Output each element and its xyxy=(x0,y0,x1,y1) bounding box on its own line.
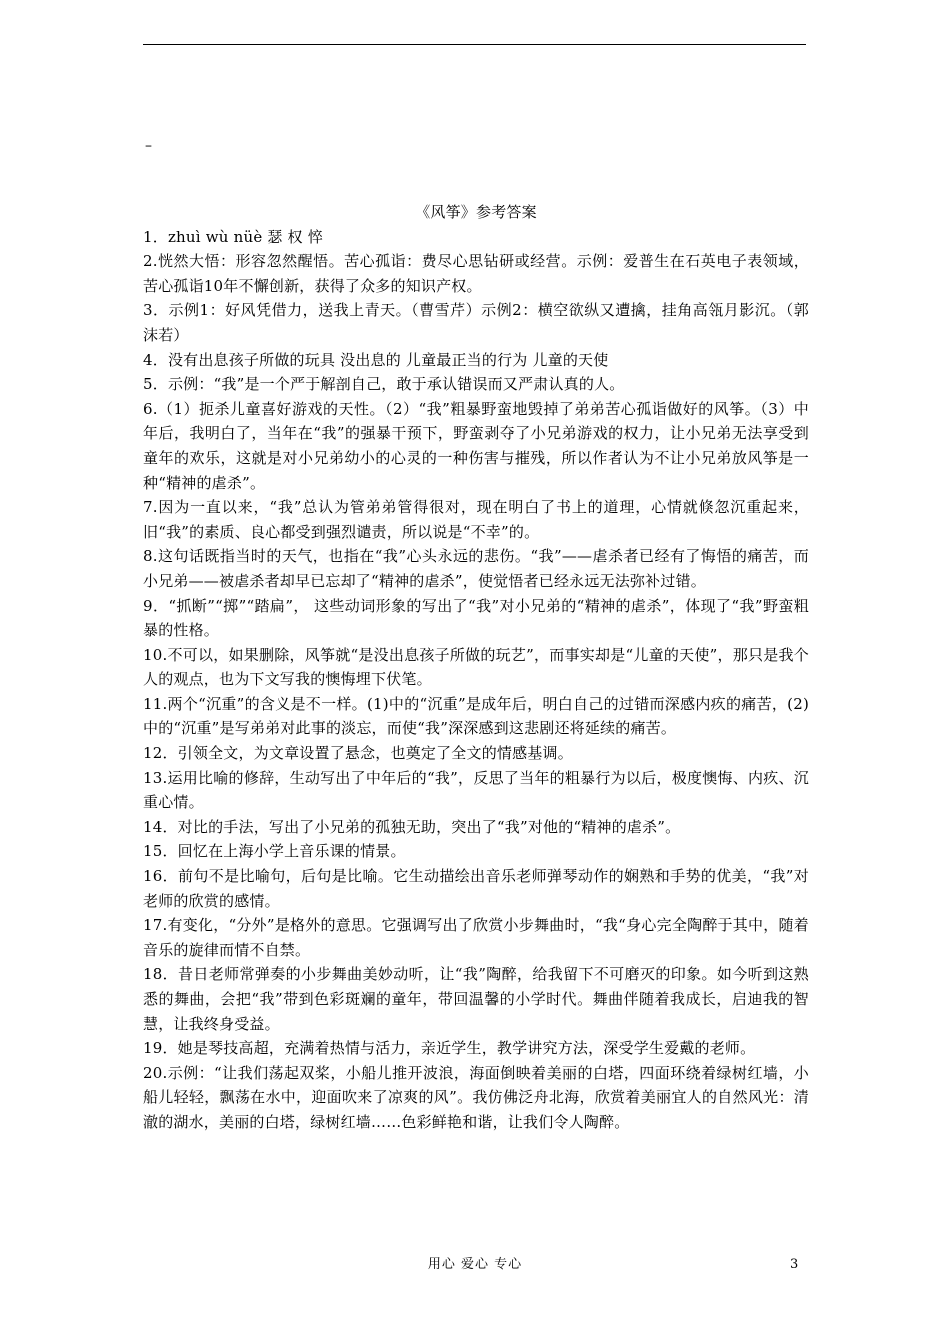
answer-item: 5．示例：“我”是一个严于解剖自己，敢于承认错误而又严肃认真的人。 xyxy=(143,375,625,394)
answer-item: 7.因为一直以来，“我”总认为管弟弟管得很对，现在明白了书上的道理，心情就倏忽沉重起来，旧“我”的素质、良心都受到强烈谴责，所以说是“不幸”的。 xyxy=(143,498,809,541)
stray-dash-mark: – xyxy=(145,138,152,154)
document-title: 《风筝》参考答案 xyxy=(415,203,537,221)
answer-item: 15．回忆在上海小学上音乐课的情景。 xyxy=(143,842,406,861)
answer-item: 6.（1）扼杀儿童喜好游戏的天性。（2）“我”粗暴野蛮地毁掉了弟弟苦心孤诣做好的风筝。（3）中年后，我明白了，当年在“我”的强暴干预下，野蛮剥夺了小兄弟游戏的权力，让小兄弟无法享受到童年的欢乐，这就是对小兄弟幼小的心灵的一种伤害与摧残，所以作者认为不让小兄弟放风筝是一种“精神的虐杀”。 xyxy=(143,399,809,492)
document-body xyxy=(143,200,809,1135)
answer-item: 14．对比的手法，写出了小兄弟的孤独无助，突出了“我”对他的“精神的虐杀”。 xyxy=(143,817,681,836)
answer-item: 10.不可以，如果删除，风筝就“是没出息孩子所做的玩艺”，而事实却是“儿童的天使”，那只是我个人的观点，也为下文写我的懊悔埋下伏笔。 xyxy=(143,645,809,689)
answer-item: 8.这句话既指当时的天气，也指在“我”心头永远的悲伤。“我”——虐杀者已经有了悔悟的痛苦，而小兄弟——被虐杀者却早已忘却了“精神的虐杀”，使觉悟者已经永远无法弥补过错。 xyxy=(143,547,809,590)
answer-item: 19．她是琴技高超，充满着热情与活力，亲近学生，教学讲究方法，深受学生爱戴的老师。 xyxy=(143,1039,756,1058)
answer-item: 4．没有出息孩子所做的玩具 没出息的 儿童最正当的行为 儿童的天使 xyxy=(143,350,609,369)
footer-motto: 用心 爱心 专心 xyxy=(427,1257,523,1272)
answer-item: 17.有变化，“分外”是格外的意思。它强调写出了欣赏小步舞曲时，“我“身心完全陶醉于其中，随着音乐的旋律而情不自禁。 xyxy=(143,916,809,959)
answer-item: 1．zhuì wù nüè 瑟 权 悴 xyxy=(143,227,323,246)
page-number: 3 xyxy=(790,1257,799,1272)
answer-item: 11.两个“沉重”的含义是不一样。(1)中的“沉重”是成年后，明白自己的过错而深感内疚的痛苦，(2)中的“沉重”是写弟弟对此事的淡忘，而使“我”深深感到这悲剧还将延续的痛苦。 xyxy=(143,694,809,738)
answer-item: 2.恍然大悟：形容忽然醒悟。苦心孤诣：费尽心思钻研或经营。示例：爱普生在石英电子表领域，苦心孤诣10年不懈创新，获得了众多的知识产权。 xyxy=(143,252,809,295)
answer-item: 16．前句不是比喻句，后句是比喻。它生动描绘出音乐老师弹琴动作的娴熟和手势的优美，“我”对老师的欣赏的感情。 xyxy=(143,867,809,910)
answer-item: 9．“抓断”“掷”“踏扁”， 这些动词形象的写出了“我”对小兄弟的“精神的虐杀”，体现了“我”野蛮粗暴的性格。 xyxy=(143,596,809,640)
answer-item: 3．示例1：好风凭借力，送我上青天。（曹雪芹）示例2：横空欲纵又遭擒，挂角高瓴月影沉。（郭沫若） xyxy=(143,301,809,344)
answer-item: 13.运用比喻的修辞，生动写出了中年后的“我”，反思了当年的粗暴行为以后，极度懊悔、内疚、沉重心情。 xyxy=(143,768,809,812)
answer-item: 20.示例：“让我们荡起双桨，小船儿推开波浪，海面倒映着美丽的白塔，四面环绕着绿树红墙，小船儿轻轻，飘荡在水中，迎面吹来了凉爽的风”。我仿佛泛舟北海，欣赏着美丽宜人的自然风光：清澈的湖水，美丽的白塔，绿树红墙……色彩鲜艳和谐，让我们令人陶醉。 xyxy=(143,1063,809,1131)
header-rule xyxy=(143,44,806,45)
answer-item: 12．引领全文，为文章设置了悬念，也奠定了全文的情感基调。 xyxy=(143,744,573,763)
answer-item: 18．昔日老师常弹奏的小步舞曲美妙动听，让“我”陶醉，给我留下不可磨灭的印象。如今听到这熟悉的舞曲，会把“我”带到色彩斑斓的童年，带回温馨的小学时代。舞曲伴随着我成长，启迪我的智慧，让我终身受益。 xyxy=(143,965,809,1033)
